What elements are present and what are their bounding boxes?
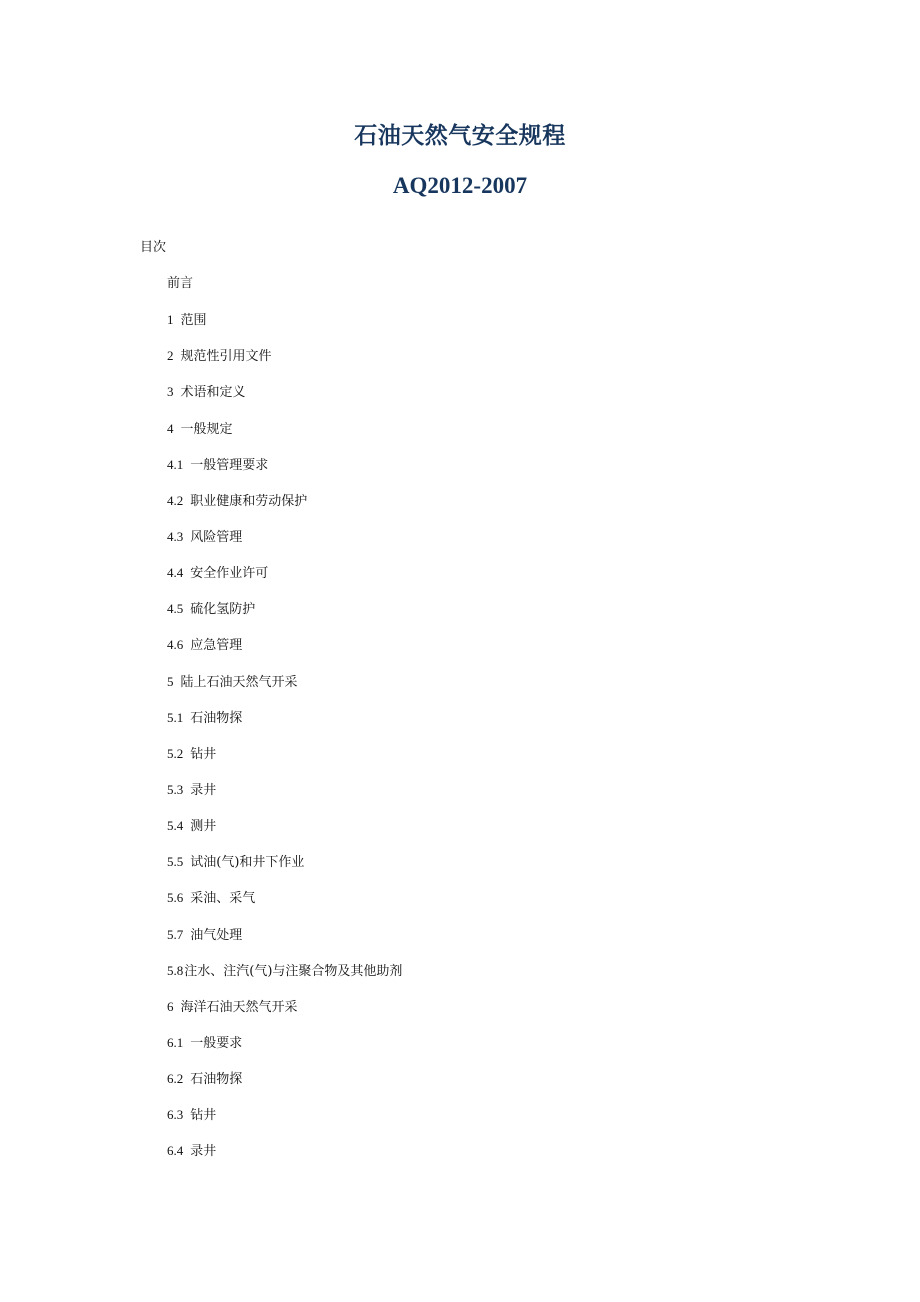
toc-item-number: 6.3	[167, 1107, 184, 1123]
toc-item-number: 5.2	[167, 745, 184, 761]
toc-item-number: 4.6	[167, 637, 184, 653]
toc-item-label: 一般规定	[180, 421, 233, 437]
toc-item-number: 6.2	[167, 1071, 184, 1087]
toc-item-number: 5.3	[167, 781, 184, 797]
toc-item-label: 应急管理	[190, 638, 243, 654]
toc-item-number: 5.1	[167, 709, 184, 725]
toc-item	[167, 310, 402, 346]
toc-item-label: 术语和定义	[180, 385, 246, 401]
toc-item-number: 6	[167, 998, 174, 1014]
toc-item	[167, 744, 402, 780]
toc-item-number: 5.6	[167, 890, 184, 906]
toc-item-number: 4.1	[167, 456, 184, 472]
toc-item	[167, 708, 402, 744]
toc-item	[167, 780, 402, 816]
toc-item-number: 5.7	[167, 926, 184, 942]
toc-item	[167, 816, 402, 852]
toc-item-label: 陆上石油天然气开采	[180, 674, 298, 690]
toc-item-label: 录井	[190, 1144, 217, 1160]
toc-item	[167, 599, 402, 635]
toc-item-label: 范围	[180, 313, 207, 329]
toc-item-number: 4.5	[167, 601, 184, 617]
toc-item-label: 一般要求	[190, 1035, 243, 1051]
toc-item-label: 前言	[167, 276, 194, 291]
toc-item-label: 钻井	[190, 1108, 217, 1124]
toc-item-number: 4.2	[167, 492, 184, 508]
toc-item-number: 4	[167, 420, 174, 436]
toc-item	[167, 346, 402, 382]
toc-item	[167, 382, 402, 418]
toc-item-label: 录井	[190, 782, 217, 798]
toc-item-number: 6.1	[167, 1034, 184, 1050]
toc-item-label: 一般管理要求	[190, 457, 269, 473]
toc-item	[167, 455, 402, 491]
toc-item-label: 石油物探	[190, 1072, 243, 1088]
toc-item-number: 4.4	[167, 565, 184, 581]
toc-item-number: 5.5	[167, 854, 184, 870]
toc-item	[167, 527, 402, 563]
toc-item-number: 5.4	[167, 818, 184, 834]
document-code: AQ2012-2007	[392, 173, 528, 198]
toc-item	[167, 1105, 402, 1141]
toc-item	[167, 997, 402, 1033]
toc-item-number: 5	[167, 673, 174, 689]
toc-item-label: 硫化氢防护	[190, 602, 256, 618]
toc-item-label: 海洋石油天然气开采	[180, 999, 298, 1015]
toc-item-preface	[167, 274, 402, 310]
toc-item	[167, 1141, 402, 1177]
toc-item-number: 3	[167, 384, 174, 400]
toc-item	[167, 672, 402, 708]
toc-item-number: 2	[167, 348, 174, 364]
toc-item	[167, 635, 402, 671]
toc-item	[167, 491, 402, 527]
toc-item	[167, 961, 402, 997]
toc-item-label: 注水、注汽(气)与注聚合物及其他助剂	[184, 963, 403, 979]
toc-item-label: 试油(气)和井下作业	[190, 855, 305, 871]
toc-item-number: 4.3	[167, 528, 184, 544]
toc-item-label: 测井	[190, 819, 217, 835]
toc-item-label: 规范性引用文件	[180, 349, 272, 365]
toc-item	[167, 1069, 402, 1105]
toc-item-label: 职业健康和劳动保护	[190, 493, 308, 509]
toc-item-label: 钻井	[190, 746, 217, 762]
toc-item	[167, 925, 402, 961]
toc-item-label: 油气处理	[190, 927, 243, 943]
toc-item-label: 风险管理	[190, 529, 243, 545]
toc-list	[167, 274, 402, 1178]
document-title: 石油天然气安全规程	[354, 123, 566, 148]
toc-item-label: 采油、采气	[190, 891, 256, 907]
toc-item	[167, 419, 402, 455]
toc-item	[167, 888, 402, 924]
toc-item-label: 安全作业许可	[190, 566, 269, 582]
toc-item-number: 5.8	[167, 962, 184, 978]
toc-item	[167, 1033, 402, 1069]
toc-item-label: 石油物探	[190, 710, 243, 726]
toc-heading: 目次	[140, 240, 167, 255]
toc-item	[167, 563, 402, 599]
toc-item-number: 1	[167, 312, 174, 328]
toc-item	[167, 852, 402, 888]
toc-item-number: 6.4	[167, 1143, 184, 1159]
